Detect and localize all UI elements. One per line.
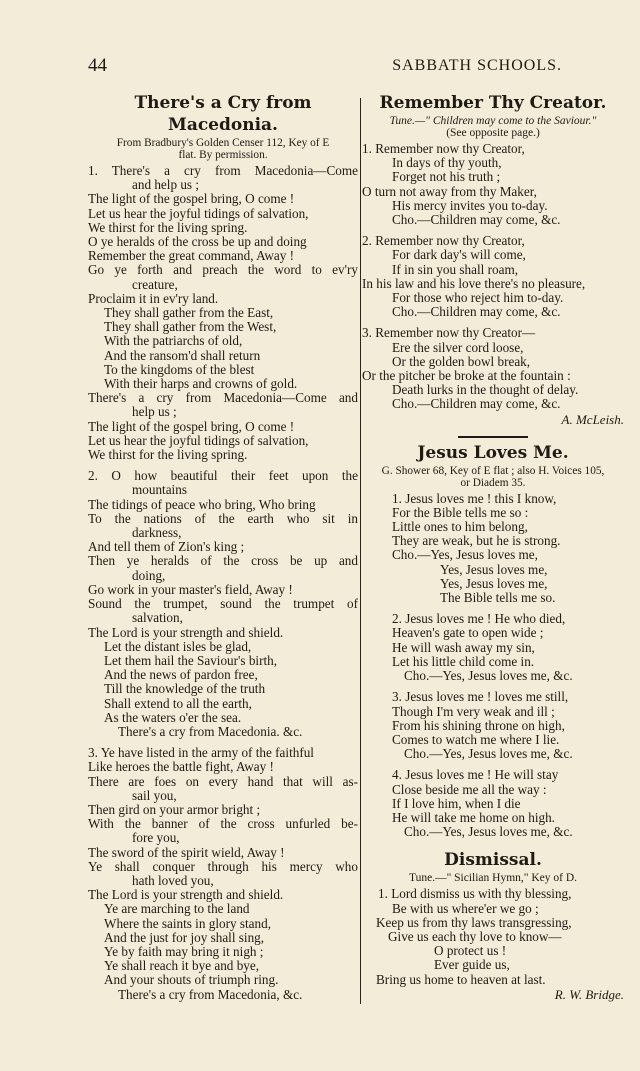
verse-line: 2. Remember now thy Creator,	[362, 233, 525, 249]
hymn-tune-dismissal: Tune.—" Sicilian Hymn," Key of D.	[408, 872, 578, 885]
verse-line: and help us ;	[132, 177, 200, 193]
verse-line: Let the distant isles be glad,	[104, 638, 252, 654]
verse-line: The light of the gospel bring, O come !	[88, 418, 295, 434]
verse-line: The light of the gospel bring, O come !	[88, 191, 295, 207]
verse-line: Let them hail the Saviour's birth,	[104, 652, 278, 668]
verse-line: Proclaim it in ev'ry land.	[88, 290, 219, 306]
verse-line: Yes, Jesus loves me,	[440, 561, 548, 577]
verse-line: 3. Remember now thy Creator—	[362, 325, 536, 341]
verse-line: 3. Ye have listed in the army of the faithful	[88, 745, 314, 761]
verse-line: And tell them of Zion's king ;	[88, 539, 245, 555]
verse-line: 1. Remember now thy Creator,	[362, 141, 525, 156]
verse-line: 1. There's a cry from Macedonia—Come	[88, 163, 358, 178]
verse-line: If I love him, when I die	[392, 795, 521, 811]
hymn-lines-macedonia	[88, 164, 358, 1002]
verse-line: Or the pitcher be broke at the fountain :	[362, 368, 571, 384]
verse-line: Bring us home to heaven at last.	[376, 971, 546, 987]
verse-line: Be with us where'er we go ;	[392, 900, 539, 916]
verse-line: Go ye forth and preach the word to ev'ry	[88, 262, 358, 278]
source-line: flat. By permission.	[178, 149, 268, 161]
verse-line: mountains	[132, 482, 187, 498]
verse-line: For the Bible tells me so :	[392, 504, 529, 520]
verse-line: The sword of the spirit wield, Away !	[88, 844, 285, 860]
hymn-title-macedonia: There's a Cry from Macedonia.	[134, 93, 312, 135]
verse-line: O ye heralds of the cross be up and doing	[88, 234, 307, 250]
hymn-author-dismissal: R. W. Bridge.	[554, 986, 624, 1002]
verse-line: Yes, Jesus loves me,	[440, 575, 548, 591]
verse-line: For dark day's will come,	[392, 247, 526, 263]
verse-line: Though I'm very weak and ill ;	[392, 703, 555, 719]
verse-line: For those who reject him to-day.	[392, 290, 564, 306]
verse-line: Where the saints in glory stand,	[104, 915, 272, 931]
verse-line: From his shining throne on high,	[392, 717, 565, 733]
running-title: SABBATH SCHOOLS.	[392, 57, 562, 74]
verse-line: Let his little child come in.	[392, 653, 535, 669]
verse-line: His mercy invites you to-day.	[392, 197, 548, 213]
hymn-lines-jesus	[362, 492, 624, 840]
verse-line: Remember the great command, Away !	[88, 248, 295, 264]
verse-line: Cho.—Children may come, &c.	[392, 396, 561, 412]
source-line: or Diadem 35.	[460, 476, 526, 489]
page-header	[88, 55, 562, 77]
verse-line: Ye shall reach it bye and bye,	[104, 958, 260, 974]
verse-line: Cho.—Yes, Jesus loves me,	[392, 547, 538, 563]
verse-line: 2. O how beautiful their feet upon the	[88, 468, 358, 484]
verse-line: He will take me home on high.	[392, 809, 555, 825]
right-column	[362, 92, 624, 1003]
verse-line: They shall gather from the East,	[104, 305, 274, 321]
verse-line: 4. Jesus loves me ! He will stay	[392, 767, 559, 783]
verse-line: If in sin you shall roam,	[392, 261, 518, 277]
verse-line: Ye shall conquer through his mercy who	[88, 858, 358, 874]
verse-line: Give us each thy love to know—	[388, 928, 562, 944]
verse-line: As the waters o'er the sea.	[104, 709, 242, 725]
verse-line: Cho.—Children may come, &c.	[392, 212, 561, 228]
hymn-title-remember: Remember Thy Creator.	[379, 93, 607, 113]
hymn-title-jesus: Jesus Loves Me.	[417, 442, 569, 463]
verse-line: In his law and his love there's no pleasure,	[362, 275, 586, 291]
verse-line: O turn not away from thy Maker,	[362, 183, 537, 199]
verse-line: Ye by faith may bring it nigh ;	[104, 943, 264, 959]
verse-line: There's a cry from Macedonia, &c.	[118, 986, 303, 1002]
verse-line: They shall gather from the West,	[104, 319, 277, 335]
verse-line: Heaven's gate to open wide ;	[392, 625, 544, 641]
verse-line: Little ones to him belong,	[392, 519, 528, 535]
verse-line: With the patriarchs of old,	[104, 333, 243, 349]
verse-line: To the kingdoms of the blest	[104, 361, 255, 377]
verse-line: Till the knowledge of the truth	[104, 681, 266, 697]
verse-line: 1. Jesus loves me ! this I know,	[392, 490, 557, 506]
verse-line: Go work in your master's field, Away !	[88, 581, 293, 597]
verse-line: creature,	[132, 276, 178, 292]
verse-line: 2. Jesus loves me ! He who died,	[392, 611, 566, 627]
verse-line: In days of thy youth,	[392, 155, 502, 171]
verse-line: Ere the silver cord loose,	[392, 339, 524, 355]
verse-line: fore you,	[132, 830, 180, 846]
verse-line: 1. Lord dismiss us with thy blessing,	[378, 886, 572, 902]
verse-line: doing,	[132, 567, 166, 583]
verse-line: Ever guide us,	[434, 957, 510, 973]
verse-line: And the news of pardon free,	[104, 667, 258, 683]
hymn-lines-dismissal	[362, 887, 624, 986]
verse-line: Cho.—Yes, Jesus loves me, &c.	[404, 824, 573, 840]
page-number: 44	[88, 55, 107, 76]
verse-line: hath loved you,	[132, 872, 214, 888]
verse-line: salvation,	[132, 610, 183, 626]
hymn-title-dismissal: Dismissal.	[444, 850, 542, 871]
verse-line: There's a cry from Macedonia. &c.	[118, 723, 303, 739]
verse-line: Cho.—Yes, Jesus loves me, &c.	[404, 668, 573, 684]
source-line: G. Shower 68, Key of E flat ; also H. Voices 105,	[381, 464, 605, 477]
hymn-source-jesus	[362, 465, 624, 489]
verse-line: Cho.—Yes, Jesus loves me, &c.	[404, 746, 573, 762]
verse-line: Sound the trumpet, sound the trumpet of	[88, 596, 358, 612]
verse-line: Like heroes the battle fight, Away !	[88, 759, 274, 775]
verse-line: There are foes on every hand that will as-	[88, 773, 358, 789]
verse-line: help us ;	[132, 404, 177, 420]
source-line: From Bradbury's Golden Censer 112, Key of E	[116, 137, 330, 149]
verse-line: O protect us !	[434, 943, 507, 959]
verse-line: And the ransom'd shall return	[104, 347, 261, 363]
verse-line: Let us hear the joyful tidings of salvation,	[88, 205, 309, 221]
verse-line: They are weak, but he is strong.	[392, 533, 561, 549]
hymn-author-remember: A. McLeish.	[561, 411, 624, 427]
verse-line: Let us hear the joyful tidings of salvation,	[88, 432, 309, 448]
verse-line: There's a cry from Macedonia—Come and	[88, 390, 358, 406]
verse-line: Close beside me all the way :	[392, 781, 547, 797]
verse-line: Or the golden bowl break,	[392, 353, 531, 369]
verse-line: Then ye heralds of the cross be up and	[88, 553, 358, 569]
tune-note: (See opposite page.)	[446, 127, 540, 139]
verse-line: The Bible tells me so.	[440, 590, 556, 606]
section-rule	[458, 436, 528, 438]
verse-line: The Lord is your strength and shield.	[88, 624, 284, 640]
verse-line: Forget not his truth ;	[392, 169, 501, 185]
verse-line: Comes to watch me where I lie.	[392, 731, 560, 747]
verse-line: sail you,	[132, 787, 177, 803]
verse-line: And the just for joy shall sing,	[104, 929, 265, 945]
verse-line: We thirst for the living spring.	[88, 219, 248, 235]
verse-line: Keep us from thy laws transgressing,	[376, 914, 572, 930]
verse-line: We thirst for the living spring.	[88, 447, 248, 463]
verse-line: 3. Jesus loves me ! loves me still,	[392, 689, 569, 705]
verse-line: The tidings of peace who bring, Who bring	[88, 496, 316, 512]
verse-line: The Lord is your strength and shield.	[88, 887, 284, 903]
left-column	[88, 92, 358, 1002]
verse-line: Death lurks in the thought of delay.	[392, 382, 579, 398]
verse-line: With the banner of the cross unfurled be-	[88, 816, 358, 832]
verse-line: darkness,	[132, 525, 182, 541]
verse-line: He will wash away my sin,	[392, 639, 535, 655]
verse-line: Cho.—Children may come, &c.	[392, 304, 561, 320]
hymn-lines-remember	[362, 142, 624, 412]
tune-line: Tune.—" Children may come to the Saviour."	[389, 115, 597, 127]
verse-line: Then gird on your armor bright ;	[88, 801, 261, 817]
column-divider	[360, 98, 361, 1004]
verse-line: To the nations of the earth who sit in	[88, 510, 358, 526]
verse-line: With their harps and crowns of gold.	[104, 376, 298, 392]
verse-line: Ye are marching to the land	[104, 901, 250, 917]
verse-line: Shall extend to all the earth,	[104, 695, 252, 711]
hymn-tune-remember	[362, 115, 624, 139]
hymn-source-macedonia	[88, 137, 358, 161]
verse-line: And your shouts of triumph ring.	[104, 972, 279, 988]
